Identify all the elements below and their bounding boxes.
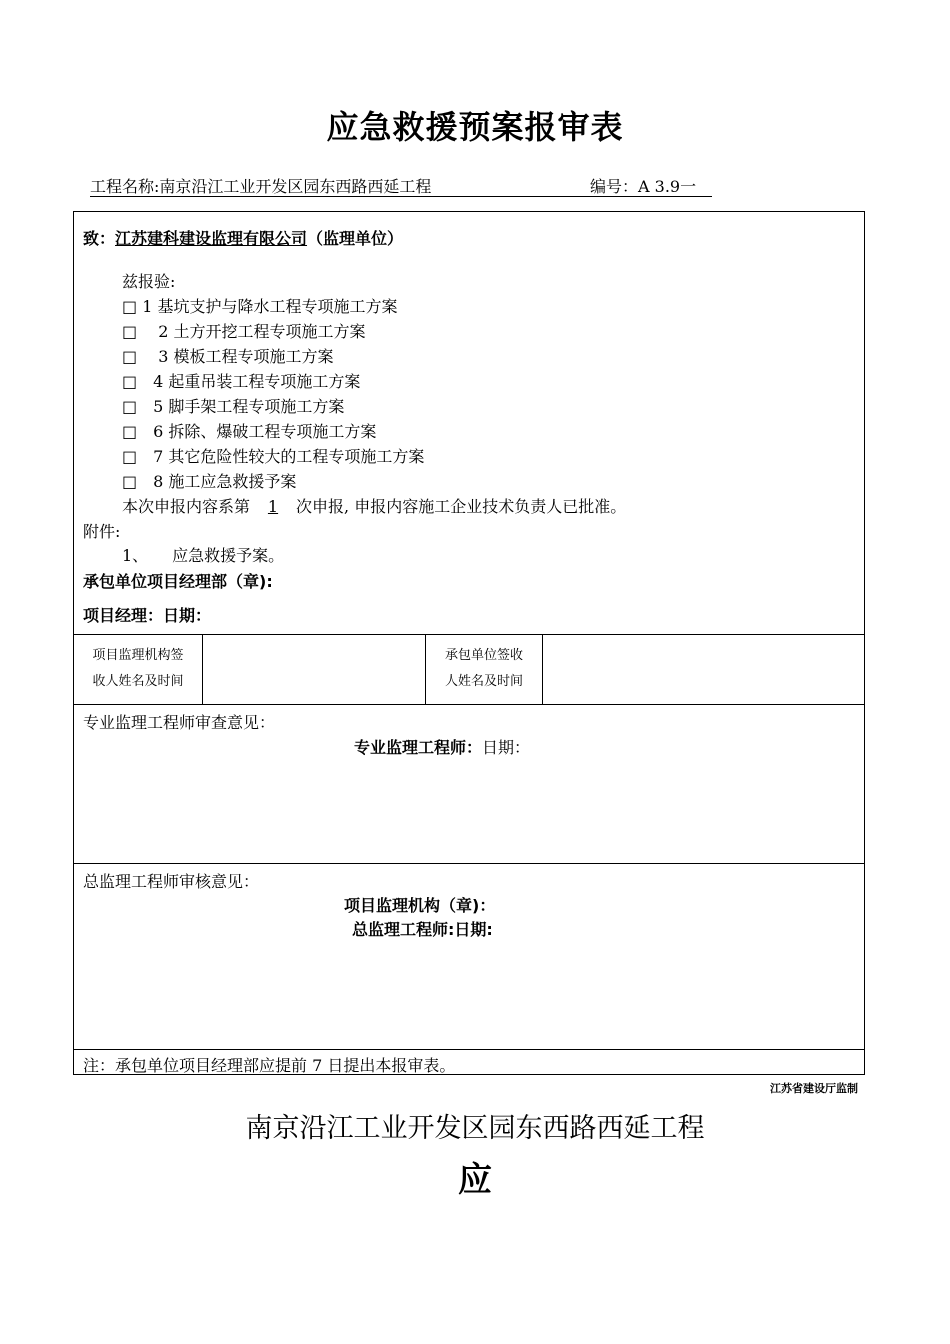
- checklist-item[interactable]: □ 8 施工应急救援予案: [122, 472, 297, 491]
- page-title: 应急救援预案报审表: [326, 108, 624, 146]
- project-manager: 项目经理：日期：: [83, 606, 212, 625]
- supervisor-label-line2: 收人姓名及时间: [92, 674, 184, 689]
- contractor-label-line2: 人姓名及时间: [444, 674, 523, 689]
- supervisor-label-line1: 项目监理机构签: [92, 648, 184, 663]
- addressee: [83, 226, 403, 249]
- chief-signature: 总监理工程师:日期:: [352, 920, 493, 939]
- checklist-item[interactable]: □ 1 基坑支护与降水工程专项施工方案: [122, 297, 398, 316]
- submission-prefix: 本次申报内容系第: [122, 497, 251, 516]
- checklist-item[interactable]: □ 5 脚手架工程专项施工方案: [122, 397, 345, 416]
- contractor-dept: 承包单位项目经理部（章):: [83, 572, 273, 591]
- note-row: [74, 1049, 864, 1076]
- supervisor-sign-label: [74, 635, 203, 704]
- chief-review-section: [74, 863, 864, 1049]
- project-name: 工程名称:南京沿江工业开发区园东西路西延工程: [90, 177, 432, 196]
- submission-count[interactable]: 1: [267, 497, 279, 516]
- chief-review-label: 总监理工程师审核意见：: [83, 872, 260, 891]
- contractor-sign-field[interactable]: [543, 635, 866, 704]
- issuing-authority: 江苏省建设厅监制: [770, 1082, 858, 1095]
- submit-intro: 兹报验:: [122, 272, 176, 291]
- submission-section: [74, 212, 864, 634]
- supervision-company: 江苏建科建设监理有限公司: [115, 229, 308, 248]
- checklist-item[interactable]: □ 7 其它危险性较大的工程专项施工方案: [122, 447, 425, 466]
- project-title: 南京沿江工业开发区园东西路西延工程: [245, 1113, 705, 1144]
- contractor-label-line1: 承包单位签收: [444, 648, 523, 663]
- checklist-item[interactable]: □ 4 起重吊装工程专项施工方案: [122, 372, 361, 391]
- addressee-prefix: 致：: [83, 229, 116, 248]
- attachment-label: 附件:: [83, 522, 121, 541]
- checklist-item[interactable]: □ 3 模板工程专项施工方案: [122, 347, 334, 366]
- engineer-date-label: 日期：: [482, 738, 531, 757]
- engineer-review-label: 专业监理工程师审查意见：: [83, 713, 276, 732]
- addressee-suffix: （监理单位）: [307, 229, 404, 248]
- submission-suffix: 次申报, 申报内容施工企业技术负责人已批准。: [296, 497, 627, 516]
- approval-form: [73, 211, 865, 1075]
- contractor-sign-label: [426, 635, 543, 704]
- signoff-row: [74, 634, 864, 704]
- note-text: 注：承包单位项目经理部应提前 7 日提出本报审表。: [83, 1056, 456, 1075]
- checklist-item[interactable]: □ 6 拆除、爆破工程专项施工方案: [122, 422, 377, 441]
- project-header: [90, 174, 712, 197]
- attachment-item: 1、 应急救援予案。: [122, 546, 285, 565]
- form-number: 编号：A 3.9一: [590, 177, 697, 196]
- checklist-item[interactable]: □ 2 土方开挖工程专项施工方案: [122, 322, 366, 341]
- engineer-signature: [354, 735, 530, 758]
- submission-statement: [122, 494, 626, 517]
- supervision-seal: 项目监理机构（章)：: [344, 896, 496, 915]
- supervisor-sign-field[interactable]: [203, 635, 426, 704]
- next-page-heading: 应: [458, 1160, 492, 1200]
- engineer-sign-label: 专业监理工程师：: [354, 738, 483, 757]
- engineer-review-section: [74, 704, 864, 863]
